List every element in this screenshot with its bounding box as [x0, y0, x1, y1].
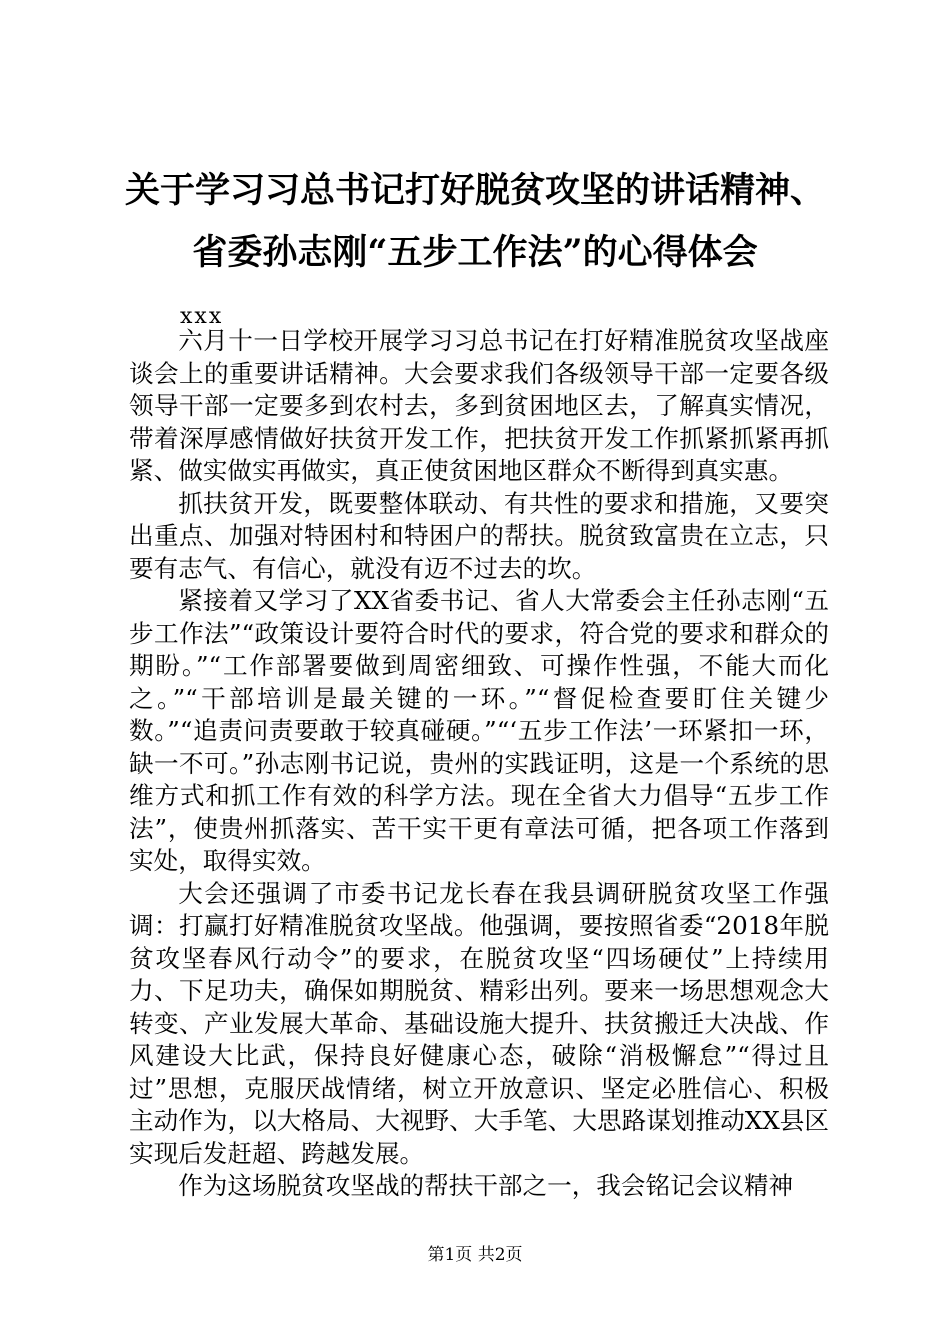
author: xxx	[180, 304, 224, 329]
title-line-1: 关于学习习总书记打好脱贫攻坚的讲话精神、	[124, 170, 825, 211]
paragraph-3: 紧接着又学习了XX省委书记、省人大常委会主任孙志刚“五步工作法”“政策设计要符合时代的要求，符合党的要求和群众的期盼。”“工作部署要做到周密细致、可操作性强，不能大而化之。”“干部培训是最关键的一环。”“督促检查要盯住关键少数。”“追责问责要敢于较真碰硬。”“‘五步工作法’一环紧扣一环，缺一不可。”孙志刚书记说，贵州的实践证明，这是一个系统的思维方式和抓工作有效的科学方法。现在全省大力倡导“五步工作法”，使贵州抓落实、苦干实干更有章法可循，把各项工作落到实处，取得实效。	[129, 586, 829, 875]
title-line-2: 省委孙志刚“五步工作法”的心得体会	[192, 232, 758, 273]
paragraph-2: 抓扶贫开发，既要整体联动、有共性的要求和措施，又要突出重点、加强对特困村和特困户的帮扶。脱贫致富贵在立志，只要有志气、有信心，就没有迈不过去的坎。	[129, 488, 829, 583]
page-footer: 第1页 共2页	[427, 1245, 523, 1265]
document-title	[100, 160, 850, 284]
paragraph-1: 六月十一日学校开展学习习总书记在打好精准脱贫攻坚战座谈会上的重要讲话精神。大会要求我们各级领导干部一定要各级领导干部一定要多到农村去，多到贫困地区去，了解真实情况，带着深厚感情做好扶贫开发工作，把扶贫开发工作抓紧抓紧再抓紧、做实做实再做实，真正使贫困地区群众不断得到真实惠。	[129, 326, 829, 485]
paragraph-5: 作为这场脱贫攻坚战的帮扶干部之一，我会铭记会议精神	[178, 1171, 794, 1200]
document-body	[129, 325, 829, 1203]
paragraph-4: 大会还强调了市委书记龙长春在我县调研脱贫攻坚工作强调：打赢打好精准脱贫攻坚战。他强调，要按照省委“2018年脱贫攻坚春风行动令”的要求，在脱贫攻坚“四场硬仗”上持续用力、下足功夫，确保如期脱贫、精彩出列。要来一场思想观念大转变、产业发展大革命、基础设施大提升、扶贫搬迁大决战、作风建设大比武，保持良好健康心态，破除“消极懈怠”“得过且过”思想，克服厌战情绪，树立开放意识、坚定必胜信心、积极主动作为，以大格局、大视野、大手笔、大思路谋划推动XX县区实现后发赶超、跨越发展。	[129, 878, 829, 1168]
